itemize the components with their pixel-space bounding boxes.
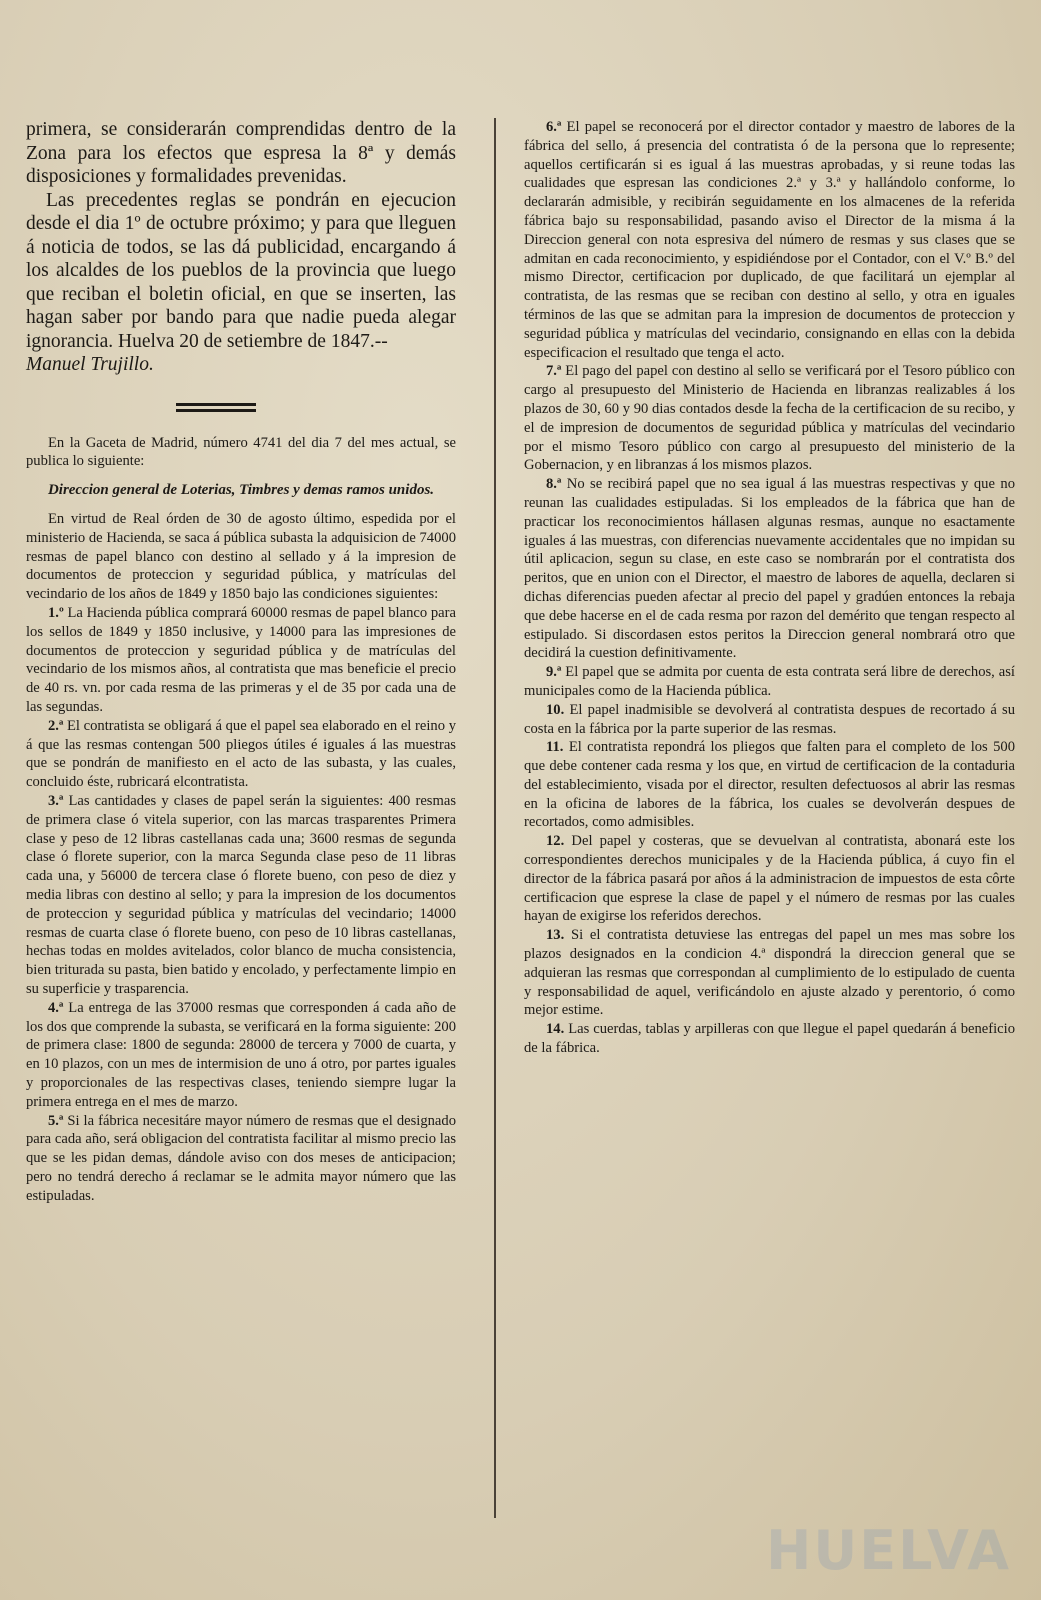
condition-text: Las cantidades y clases de papel serán la siguientes: 400 resmas de primera clase ó vitela superior, con las marcas trasparentes Primera clase y peso de 12 libras castellanas cada una; 3600 resmas de segunda clase ó florete superior, con la marca Segunda clase peso de 11 libras cada una, y 56000 de tercera clase ó florete bueno, con peso de diez y media libras con destino al sello; y para la impresion de los documentos de proteccion y seguridad pública y matrículas del vecindario; 14000 resmas de cuarta clase ó florete bueno, con peso de 10 libras castellanas, hechas todas en moldes avitelados, color blanco de mucha consistencia, bien triturada su pasta, bien batido y encolado, y perfectamente limpio en su superficie y trasparencia. bbox=[26, 793, 456, 998]
section-heading: Direccion general de Loterias, Timbres y demas ramos unidos. bbox=[47, 482, 435, 499]
condition-text: Del papel y costeras, que se devuelvan al contratista, abonará este los correspondientes derechos municipales y de la Hacienda pública, á cuyo fin el director de la fábrica pasará por años á la administracion de impuestos de esta côrte certificacion que esprese la clase de papel y el número de resmas por las cuales hayan de exigirse los referidos derechos. bbox=[524, 833, 1015, 925]
condition-number: 4.ª bbox=[48, 999, 64, 1016]
condition-text: La Hacienda pública comprará 60000 resmas de papel blanco para los sellos de 1849 y 1850 inclusive, y 14000 para las impresiones de documentos de proteccion y seguridad pública y de matrículas del vecindario de los mismos años, al contratista que mas beneficie el precio de 40 rs. vn. por cada resma de las primeras y el de 35 por cada una de las segundas. bbox=[26, 605, 456, 716]
archive-watermark: HUELVA bbox=[766, 1519, 1011, 1582]
condition-5 bbox=[26, 1112, 456, 1206]
condition-2 bbox=[26, 717, 456, 792]
condition-number: 12. bbox=[546, 833, 565, 850]
closing-paragraph-1: primera, se considerarán comprendidas dentro de la Zona para los efectos que espresa la 8ª y demás disposiciones y formalidades prevenidas. bbox=[26, 119, 456, 187]
condition-number: 11. bbox=[546, 739, 564, 756]
condition-text: Si la fábrica necesitáre mayor número de resmas que el designado para cada año, será obligacion del contratista facilitar al mismo precio las que se les pidan demas, dándole aviso con dos meses de anticipacion; pero no tendrá derecho á reclamar se le admita mayor número que las estipuladas. bbox=[26, 1112, 456, 1204]
condition-number: 5.ª bbox=[48, 1112, 64, 1129]
condition-number: 8.ª bbox=[546, 476, 562, 493]
gazette-section bbox=[26, 434, 456, 1206]
condition-11 bbox=[524, 738, 1015, 832]
condition-text: No se recibirá papel que no sea igual á las muestras respectivas y que no reunan las cualidades estipuladas. Si los empleados de la fábrica que han de practicar los reconocimientos hállasen algunas resmas, aunque no esactamente iguales á las muestras, con diferencias nuevamente accidentales que no impidan su útil aplicacion, segun su clase, en este caso se nombrarán por el contratista dos peritos, que en union con el Director, el maestro de labores de aquella, declaren si dichas diferencias pueden afectar al precio del papel y gradúen entonces la rebaja que debe hacerse en el de cada resma por razon del demérito que tengan respecto al estipulado. Si discordasen estos peritos la Direccion general nombrará otro que decidirá la cuestion definitivamente. bbox=[524, 476, 1015, 662]
condition-8 bbox=[524, 475, 1015, 663]
condition-4 bbox=[26, 999, 456, 1112]
condition-number: 9.ª bbox=[546, 664, 562, 681]
condition-number: 13. bbox=[546, 927, 565, 944]
condition-14 bbox=[524, 1020, 1015, 1058]
closing-section bbox=[26, 118, 456, 377]
section-divider bbox=[176, 403, 256, 412]
condition-text: El papel se reconocerá por el director contador y maestro de labores de la fábrica del sello, á presencia del contratista ó de la persona que lo represente; aquellos certificarán si es igual á las muestras aprobadas, y si reune todas las cualidades que espresan las condiciones 2.ª y 3.ª y hallándolo conforme, lo declararán admisible, y recibirán seguidamente en los almacenes de la referida fábrica bajo su responsabilidad, pasando aviso el Director de la misma á la Direccion general con nota espresiva del número de resmas y sus clases que se admitan en cada reconocimiento, y espidiéndose por el Contador, con el V.º B.º del mismo Director, certificacion por duplicado, de que facilitará un ejemplar al contratista, de las resmas que se reciban con destino al sello, y otra en iguales términos de las que se admitan para la impresion de documentos de proteccion y seguridad pública y matrículas del vecindario, consignando en ellas con la debida especificacion el resultado que tenga el acto. bbox=[524, 119, 1015, 361]
condition-number: 14. bbox=[546, 1021, 565, 1038]
condition-number: 10. bbox=[546, 701, 565, 718]
condition-13 bbox=[524, 926, 1015, 1020]
signature: Manuel Trujillo. bbox=[26, 354, 154, 375]
condition-text: Las cuerdas, tablas y arpilleras con que llegue el papel quedarán á beneficio de la fábrica. bbox=[524, 1021, 1015, 1057]
divider-line bbox=[176, 403, 256, 406]
condition-1 bbox=[26, 604, 456, 717]
condition-3 bbox=[26, 792, 456, 999]
condition-text: La entrega de las 37000 resmas que corresponden á cada año de los dos que comprende la subasta, se verificará en la forma siguiente: 200 de primera clase: 1800 de segunda: 28000 de tercera y 7000 de cuarta, y en 10 plazos, con un mes de intermision de uno á otro, por partes iguales y proporcionales de las respectivas clases, teniendo siempre lugar la primera entrega en el mes de marzo. bbox=[26, 999, 456, 1110]
condition-9 bbox=[524, 663, 1015, 701]
condition-text: Si el contratista detuviese las entregas del papel un mes mas sobre los plazos designados en la condicion 4.ª dispondrá la direccion general que se adquieran las resmas que correspondan al cumplimiento de lo estipulado de cuenta y responsabilidad de aquel, verificándolo en ajuste alzado y perentorio, ó como mejor estime. bbox=[524, 927, 1015, 1019]
condition-text: El pago del papel con destino al sello se verificará por el Tesoro público con cargo al presupuesto del Ministerio de Hacienda en libranzas realizables á los plazos de 30, 60 y 90 dias contados desde la fecha de la certificacion de su recibo, y el de impresion de documentos de seguridad pública y matrículas del vecindario por el mismo Tesoro público con cargo al presupuesto del ministerio de la Gobernacion, y en libranzas á los mismos plazos. bbox=[524, 363, 1015, 474]
condition-text: El papel que se admita por cuenta de esta contrata será libre de derechos, así municipales como de la Hacienda pública. bbox=[524, 664, 1015, 699]
closing-paragraph-2: Las precedentes reglas se pondrán en ejecucion desde el dia 1º de octubre próximo; y para que lleguen á noticia de todos, se las dá publicidad, encargando á los alcaldes de los pueblos de la provincia que luego que reciban el boletin oficial, en que se inserten, las hagan saber por bando para que nadie pueda alegar ignorancia. Huelva 20 de setiembre de 1847.-- bbox=[26, 189, 456, 352]
right-column bbox=[506, 118, 1015, 1560]
condition-7 bbox=[524, 362, 1015, 475]
condition-6 bbox=[524, 118, 1015, 362]
left-column bbox=[26, 118, 466, 1560]
condition-text: El contratista repondrá los pliegos que falten para el completo de los 500 que debe contener cada resma y los que, en virtud de certificacion de la contaduria del establecimiento, visada por el director, resulten defectuosos al abrir las resmas en la oficina de labores de la fábrica, los cuales se devolverán despues de recortados, como admisibles. bbox=[524, 739, 1015, 831]
condition-text: El papel inadmisible se devolverá al contratista despues de recortado á su costa en la fábrica por la parte superior de las resmas. bbox=[524, 701, 1015, 737]
condition-text: El contratista se obligará á que el papel sea elaborado en el reino y á que las resmas contengan 500 pliegos útiles é iguales á las muestras que se pondrán de manifiesto en el acto de las subasta, y las cuales, concluido éste, rubricará elcontratista. bbox=[26, 717, 456, 791]
condition-number: 3.ª bbox=[48, 793, 64, 810]
column-divider bbox=[494, 118, 496, 1518]
condition-number: 2.ª bbox=[48, 717, 64, 734]
divider-line bbox=[176, 409, 256, 412]
condition-number: 1.º bbox=[48, 605, 64, 622]
condition-12 bbox=[524, 832, 1015, 926]
condition-number: 6.ª bbox=[546, 119, 562, 135]
condition-number: 7.ª bbox=[546, 363, 562, 380]
condition-10 bbox=[524, 701, 1015, 739]
gazette-intro: En la Gaceta de Madrid, número 4741 del dia 7 del mes actual, se publica lo siguiente: bbox=[26, 434, 456, 470]
two-column-layout bbox=[26, 118, 1015, 1560]
auction-intro: En virtud de Real órden de 30 de agosto último, espedida por el ministerio de Hacienda, se saca á pública subasta la adquisicion de 74000 resmas de papel blanco con destino al sellado y á la impresion de documentos de proteccion y seguridad pública, y matrículas del vecindario de los años de 1849 y 1850 bajo las condiciones siguientes: bbox=[26, 511, 456, 603]
